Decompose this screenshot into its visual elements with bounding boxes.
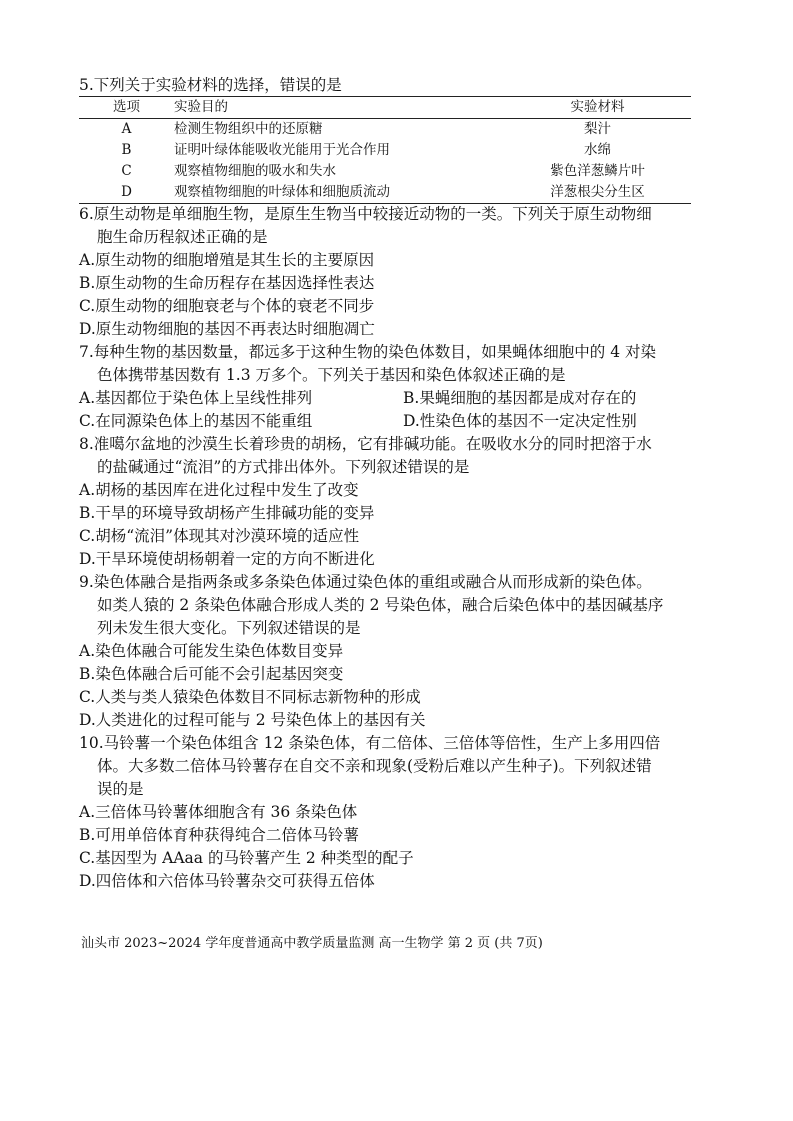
q9-option-a: A.染色体融合可能发生染色体数目变异 — [79, 642, 344, 660]
q6-stem-line1: 6.原生动物是单细胞生物，是原生生物当中较接近动物的一类。下列关于原生动物细 — [79, 205, 652, 223]
cell-material: 紫色洋葱鳞片叶 — [550, 163, 645, 179]
q7-option-d: D.性染色体的基因不一定决定性别 — [403, 412, 637, 430]
q9-stem — [79, 571, 719, 640]
col-header-material: 实验材料 — [504, 97, 691, 119]
q8-option-b: B.干旱的环境导致胡杨产生排碱功能的变异 — [79, 504, 375, 522]
q8-stem-line1: 8.准噶尔盆地的沙漠生长着珍贵的胡杨，它有排碱功能。在吸收水分的同时把溶于水 — [79, 435, 652, 453]
q7-option-a: A.基因都位于染色体上呈线性排列 — [79, 389, 313, 407]
cell-material: 洋葱根尖分生区 — [504, 182, 691, 204]
table-row — [79, 161, 691, 182]
q8-stem-line2: 的盐碱通过“流泪”的方式排出体外。下列叙述错误的是 — [97, 458, 470, 476]
q5-table — [79, 96, 691, 204]
col-header-option: 选项 — [79, 97, 174, 119]
table-row — [79, 182, 691, 204]
q7-option-c: C.在同源染色体上的基因不能重组 — [79, 412, 313, 430]
cell-option: A — [121, 121, 132, 137]
q10-option-a: A.三倍体马铃薯体细胞含有 36 条染色体 — [79, 803, 358, 821]
cell-material: 水绵 — [584, 142, 611, 158]
q9-option-d: D.人类进化的过程可能与 2 号染色体上的基因有关 — [79, 711, 426, 729]
q6-option-b: B.原生动物的生命历程存在基因选择性表达 — [79, 274, 375, 292]
q8-option-a: A.胡杨的基因库在进化过程中发生了改变 — [79, 481, 359, 499]
q9-option-c: C.人类与类人猿染色体数目不同标志新物种的形成 — [79, 688, 421, 706]
q5-stem-text: 5.下列关于实验材料的选择，错误的是 — [79, 76, 342, 94]
q6-stem-line2: 胞生命历程叙述正确的是 — [97, 228, 268, 246]
q8-option-c: C.胡杨“流泪”体现其对沙漠环境的适应性 — [79, 527, 360, 545]
cell-purpose: 观察植物细胞的叶绿体和细胞质流动 — [174, 182, 504, 204]
q6-option-d: D.原生动物细胞的基因不再表达时细胞凋亡 — [79, 320, 375, 338]
q9-stem-line1: 9.染色体融合是指两条或多条染色体通过染色体的重组或融合从而形成新的染色体。 — [79, 573, 652, 591]
q8-stem — [79, 433, 719, 479]
q10-option-b: B.可用单倍体育种获得纯合二倍体马铃薯 — [79, 826, 359, 844]
q10-stem-line3: 误的是 — [97, 780, 144, 798]
q7-option-b: B.果蝇细胞的基因都是成对存在的 — [403, 389, 637, 407]
q6-stem — [79, 203, 719, 249]
cell-option: C — [121, 163, 132, 179]
cell-option: D — [79, 182, 174, 204]
q7-stem-line1: 7.每种生物的基因数量，都远多于这种生物的染色体数目，如果蝇体细胞中的 4 对染 — [79, 343, 657, 361]
cell-purpose: 检测生物组织中的还原糖 — [174, 121, 323, 137]
q6-option-c: C.原生动物的细胞衰老与个体的衰老不同步 — [79, 297, 375, 315]
table-row — [79, 140, 691, 161]
q10-stem-line1: 10.马铃薯一个染色体组含 12 条染色体，有二倍体、三倍体等倍性，生产上多用四倍 — [79, 734, 661, 752]
q8-option-d: D.干旱环境使胡杨朝着一定的方向不断进化 — [79, 550, 375, 568]
cell-purpose: 观察植物细胞的吸水和失水 — [174, 163, 336, 179]
q10-stem-line2: 体。大多数二倍体马铃薯存在自交不亲和现象(受粉后难以产生种子)。下列叙述错 — [97, 757, 652, 775]
cell-purpose: 证明叶绿体能吸收光能用于光合作用 — [174, 142, 390, 158]
q10-option-c: C.基因型为 AAaa 的马铃薯产生 2 种类型的配子 — [79, 849, 414, 867]
q6-option-a: A.原生动物的细胞增殖是其生长的主要原因 — [79, 251, 375, 269]
page-footer: 汕头市 2023~2024 学年度普通高中教学质量监测 高一生物学 第 2 页 (共 7页) — [81, 936, 543, 951]
q5-stem — [79, 74, 719, 97]
cell-option: B — [121, 142, 132, 158]
q9-stem-line2: 如类人猿的 2 条染色体融合形成人类的 2 号染色体，融合后染色体中的基因碱基序 — [97, 596, 664, 614]
q9-stem-line3: 列未发生很大变化。下列叙述错误的是 — [97, 619, 361, 637]
table-row — [79, 119, 691, 141]
q10-stem — [79, 732, 719, 801]
q10-option-d: D.四倍体和六倍体马铃薯杂交可获得五倍体 — [79, 872, 375, 890]
q7-stem-line2: 色体携带基因数有 1.3 万多个。下列关于基因和染色体叙述正确的是 — [97, 366, 566, 384]
q7-stem — [79, 341, 719, 387]
cell-material: 梨汁 — [584, 121, 611, 137]
q5-table-header — [79, 97, 691, 119]
col-header-purpose: 实验目的 — [174, 97, 504, 119]
q9-option-b: B.染色体融合后可能不会引起基因突变 — [79, 665, 344, 683]
